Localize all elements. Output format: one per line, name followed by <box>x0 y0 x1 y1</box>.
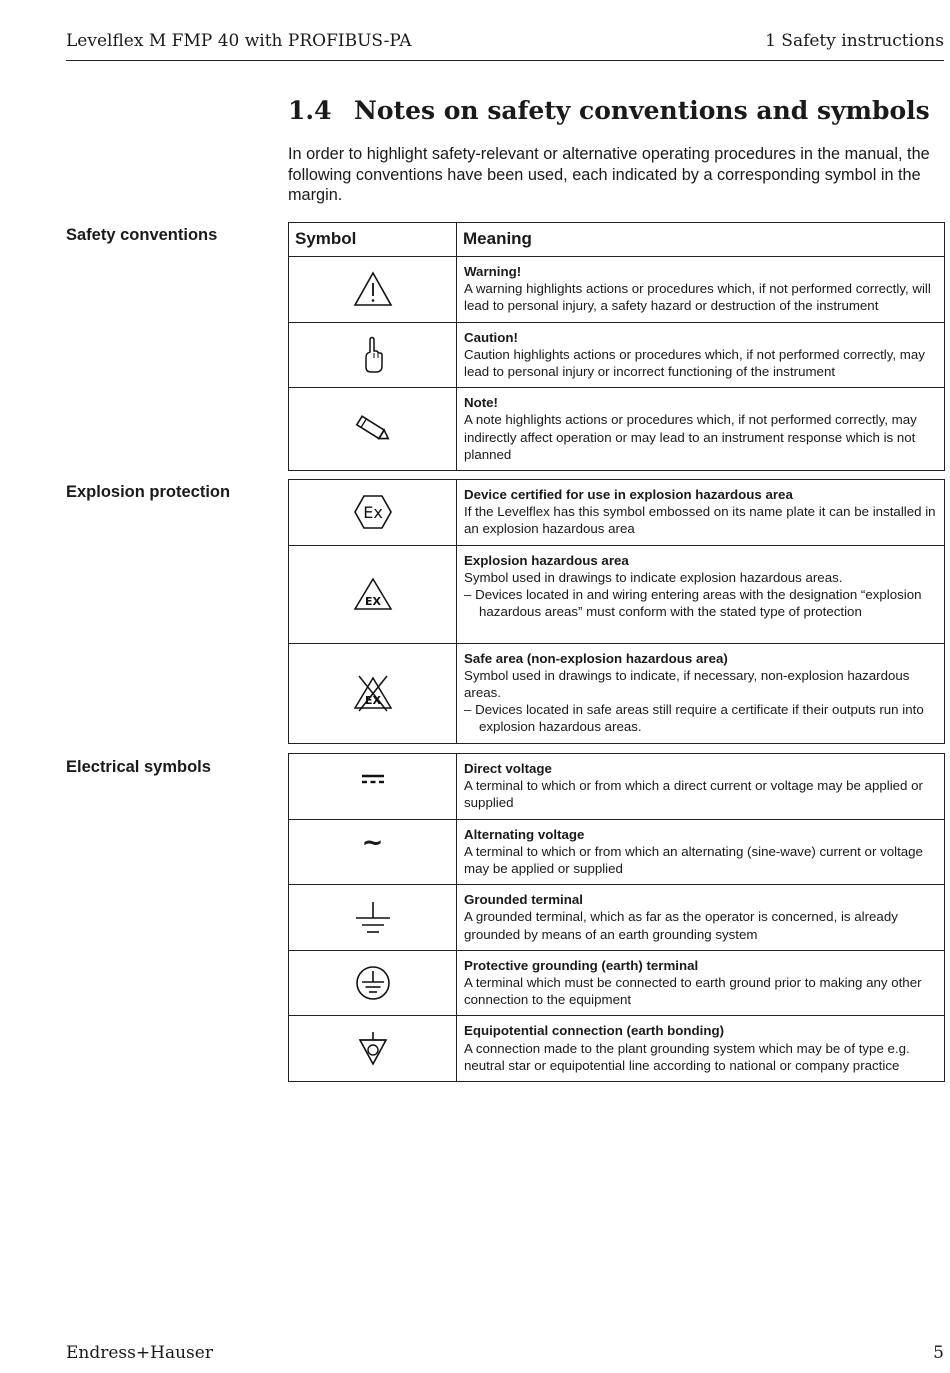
row-description: Symbol used in drawings to indicate explosion hazardous areas. <box>464 569 843 585</box>
row-title: Warning! <box>464 264 522 279</box>
ground-icon <box>353 900 393 936</box>
electrical-symbols-table <box>288 753 945 1082</box>
symbol-cell <box>289 322 457 388</box>
symbol-cell <box>289 885 457 951</box>
table-row <box>289 322 945 388</box>
table-row <box>289 950 945 1016</box>
running-header-title: Levelflex M FMP 40 with PROFIBUS-PA <box>66 31 412 51</box>
margin-label-explosion: Explosion protection <box>66 483 231 501</box>
ex-hexagon-label: Ex <box>362 503 383 523</box>
row-title: Grounded terminal <box>464 892 583 908</box>
explosion-protection-table <box>288 479 945 744</box>
row-description: A warning highlights actions or procedures which, if not performed correctly, will lead to personal injury, a safety hazard or destruction of the instrument <box>464 281 931 314</box>
symbol-cell <box>289 257 457 323</box>
row-title: Explosion hazardous area <box>464 552 629 568</box>
table-row <box>289 754 945 820</box>
section-intro: In order to highlight safety-relevant or alternative operating procedures in the manual, the following conventions have been used, each indicated by a corresponding symbol in the margin. <box>288 145 930 204</box>
symbol-cell <box>289 754 457 820</box>
row-description: A grounded terminal, which as far as the operator is concerned, is already grounded by means of an earth grounding system <box>464 909 898 942</box>
row-description: A note highlights actions or procedures which, if not performed correctly, may indirectly affect operation or may lead to an instrument response which is not planned <box>464 412 917 462</box>
protective-earth-icon <box>354 964 392 1002</box>
row-title: Protective grounding (earth) terminal <box>464 957 699 973</box>
meaning-cell <box>457 480 945 546</box>
footer-brand: Endress+Hauser <box>66 1343 213 1363</box>
row-title: Direct voltage <box>464 761 552 776</box>
symbol-cell <box>289 819 457 885</box>
meaning-cell <box>457 819 945 885</box>
ex-hexagon-icon <box>353 494 393 530</box>
column-header-meaning: Meaning <box>457 223 945 257</box>
meaning-cell <box>457 754 945 820</box>
margin-label-electrical: Electrical symbols <box>66 758 211 776</box>
row-description: If the Levelflex has this symbol embossed on its name plate it can be installed in an explosion hazardous area <box>464 504 936 537</box>
column-header-symbol: Symbol <box>289 223 457 257</box>
row-description: Symbol used in drawings to indicate, if necessary, non-explosion hazardous areas. <box>464 667 910 701</box>
table-row <box>289 545 945 643</box>
table-row <box>289 257 945 323</box>
row-description: A terminal to which or from which an alternating (sine-wave) current or voltage may be applied or supplied <box>464 843 923 877</box>
meaning-cell <box>457 643 945 743</box>
margin-label-safety: Safety conventions <box>66 226 218 244</box>
direct-voltage-icon <box>361 773 385 785</box>
ex-triangle-label: EX <box>364 595 381 609</box>
table-row <box>289 388 945 471</box>
equipotential-icon <box>358 1031 388 1067</box>
row-title: Safe area (non-explosion hazardous area) <box>464 650 728 666</box>
table-row <box>289 885 945 951</box>
row-description: A terminal to which or from which a direct current or voltage may be applied or supplied <box>464 778 923 811</box>
symbol-cell <box>289 1016 457 1082</box>
symbol-cell <box>289 388 457 471</box>
symbol-cell <box>289 480 457 546</box>
meaning-cell <box>457 257 945 323</box>
section-heading <box>288 96 930 125</box>
row-title: Caution! <box>464 329 518 345</box>
ex-crossed-label: EX <box>364 694 381 708</box>
warning-triangle-icon <box>353 271 393 307</box>
symbol-cell <box>289 545 457 643</box>
symbol-cell <box>289 950 457 1016</box>
table-row <box>289 819 945 885</box>
row-description: A terminal which must be connected to earth ground prior to making any other connection to the equipment <box>464 975 922 1008</box>
row-title: Note! <box>464 395 498 411</box>
note-pencil-icon <box>353 413 393 445</box>
alternating-voltage-icon: ~ <box>361 827 384 858</box>
row-title: Device certified for use in explosion hazardous area <box>464 487 793 502</box>
row-title: Equipotential connection (earth bonding) <box>464 1023 725 1039</box>
table-row <box>289 480 945 546</box>
safety-conventions-table <box>288 222 945 471</box>
meaning-cell <box>457 885 945 951</box>
header-divider <box>66 60 944 61</box>
symbol-cell <box>289 643 457 743</box>
ex-triangle-icon <box>353 577 393 611</box>
row-bullet: – Devices located in safe areas still require a certificate if their outputs run into explosion hazardous areas. <box>464 702 924 735</box>
section-title: Notes on safety conventions and symbols <box>354 96 930 125</box>
meaning-cell <box>457 950 945 1016</box>
meaning-cell <box>457 545 945 643</box>
page-number: 5 <box>933 1343 944 1363</box>
row-title: Alternating voltage <box>464 826 585 842</box>
row-bullet: – Devices located in and wiring entering areas with the designation “explosion hazardous areas” must conform with the stated type of protection <box>464 587 922 620</box>
meaning-cell <box>457 322 945 388</box>
table-row <box>289 1016 945 1082</box>
section-number: 1.4 <box>288 96 332 125</box>
ex-crossed-icon <box>353 674 393 712</box>
row-description: Caution highlights actions or procedures which, if not performed correctly, may lead to personal injury or incorrect functioning of the instrument <box>464 346 925 380</box>
meaning-cell <box>457 1016 945 1082</box>
caution-hand-icon <box>360 336 386 374</box>
running-header-chapter: 1 Safety instructions <box>765 31 944 51</box>
table-row <box>289 643 945 743</box>
meaning-cell <box>457 388 945 471</box>
table-header-row <box>289 223 945 257</box>
row-description: A connection made to the plant grounding system which may be of type e.g. neutral star or equipotential line according to national or company practice <box>464 1040 910 1073</box>
